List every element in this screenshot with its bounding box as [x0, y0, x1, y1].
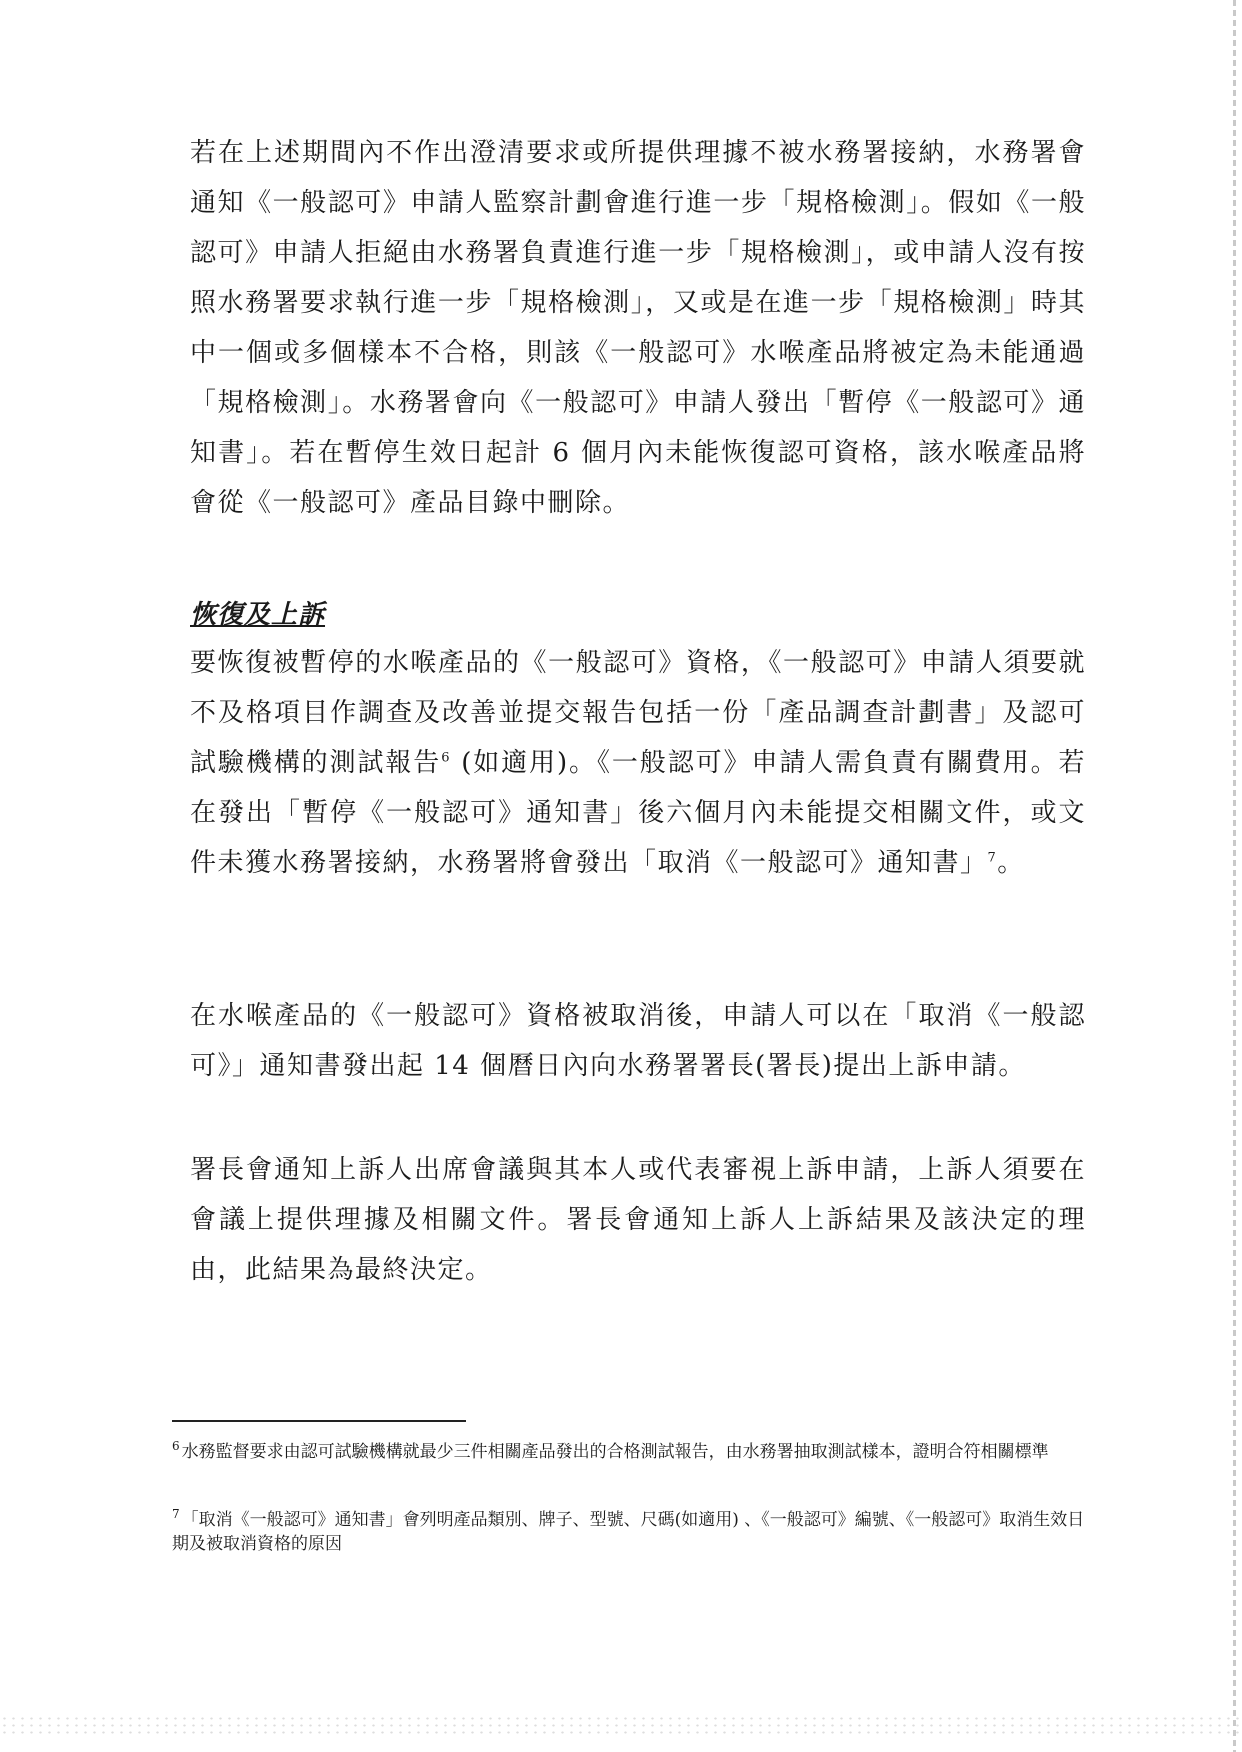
paragraph-appeal-filing: 在水喉產品的《一般認可》資格被取消後，申請人可以在「取消《一般認可》」通知書發出起 14 個曆日內向水務署署長(署長)提出上訴申請。	[190, 1001, 1086, 1081]
footnote-text: 「取消《一般認可》通知書」會列明產品類別、牌子、型號、尺碼(如適用) 、《一般認可》編號、《一般認可》取消生效日期及被取消資格的原因	[172, 1510, 1085, 1554]
section-heading: 恢復及上訴	[190, 600, 326, 630]
footnote-text: 水務監督要求由認可試驗機構就最少三件相關產品發出的合格測試報告，由水務署抽取測試樣本，證明合符相關標準	[181, 1442, 1049, 1462]
paragraph-restoration	[190, 638, 1086, 938]
scan-edge	[1233, 0, 1236, 1752]
paragraph-text: 。	[997, 848, 1025, 878]
paragraph-text: (如適用)。《一般認可》申請人需負責有關費用。若在發出「暫停《一般認可》通知書」後六個月內未能提交相關文件，或文件未獲水務署接納，水務署將會發出「取消《一般認可》通知書」	[190, 748, 1086, 878]
footnote-divider	[172, 1420, 466, 1422]
paragraph-text: 要恢復被暫停的水喉產品的《一般認可》資格，《一般認可》申請人須要就不及格項目作調查及改善並提交報告包括一份「產品調查計劃書」及認可試驗機構的測試報告	[190, 648, 1086, 778]
footnote-ref-7: 7	[987, 850, 998, 866]
paragraph-suspension: 若在上述期間內不作出澄清要求或所提供理據不被水務署接納，水務署會通知《一般認可》申請人監察計劃會進行進一步「規格檢測」。假如《一般認可》申請人拒絕由水務署負責進行進一步「規格檢測」，或申請人沒有按照水務署要求執行進一步「規格檢測」，又或是在進一步「規格檢測」時其中一個或多個樣本不合格，則該《一般認可》水喉產品將被定為未能通過「規格檢測」。水務署會向《一般認可》申請人發出「暫停《一般認可》通知書」。若在暫停生效日起計 6 個月內未能恢復認可資格，該水喉產品將會從《一般認可》產品目錄中刪除。	[190, 138, 1086, 518]
footnote-6	[172, 1440, 1092, 1464]
scan-noise	[0, 1715, 1242, 1735]
footnote-number: 6	[172, 1439, 180, 1454]
footnote-ref-6: 6	[441, 750, 452, 766]
footnote-number: 7	[172, 1507, 180, 1522]
paragraph-appeal-hearing: 署長會通知上訴人出席會議與其本人或代表審視上訴申請，上訴人須要在會議上提供理據及相關文件。署長會通知上訴人上訴結果及該決定的理由，此結果為最終決定。	[190, 1155, 1086, 1285]
footnote-7	[172, 1508, 1092, 1556]
